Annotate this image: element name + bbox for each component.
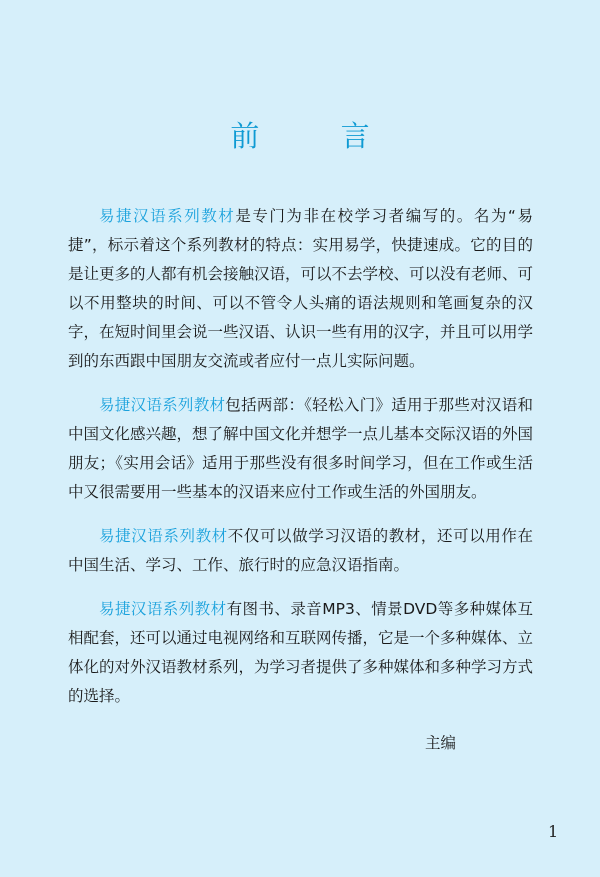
paragraph-text: 包括两部：《轻松入门》适用于那些对汉语和中国文化感兴趣，想了解中国文化并想学一点儿基本交际汉语的外国朋友；《实用会话》适用于那些没有很多时间学习，但在工作或生活中又很需要用一些基本的汉语来应付工作或生活的外国朋友。 — [68, 396, 534, 501]
paragraph-1 — [68, 202, 533, 376]
series-name-highlight: 易捷汉语系列教材 — [99, 207, 236, 225]
paragraph-3 — [68, 522, 533, 580]
paragraph-text: 是专门为非在校学习者编写的。名为“易捷”，标示着这个系列教材的特点：实用易学，快捷速成。它的目的是让更多的人都有机会接触汉语，可以不去学校、可以没有老师、可以不用整块的时间、可以不管令人头痛的语法规则和笔画复杂的汉字，在短时间里会说一些汉语、认识一些有用的汉字，并且可以用学到的东西跟中国朋友交流或者应付一点儿实际问题。 — [68, 207, 534, 370]
series-name-highlight: 易捷汉语系列教材 — [99, 600, 227, 618]
paragraph-text: 有图书、录音MP3、情景DVD等多种媒体互相配套，还可以通过电视网络和互联网传播，它是一个多种媒体、立体化的对外汉语教材系列，为学习者提供了多种媒体和多种学习方式的选择。 — [68, 600, 534, 705]
page-number: 1 — [548, 822, 559, 841]
paragraph-text: 不仅可以做学习汉语的教材，还可以用作在中国生活、学习、工作、旅行时的应急汉语指南。 — [68, 527, 533, 574]
preface-body — [68, 202, 533, 726]
paragraph-2 — [68, 391, 533, 507]
series-name-highlight: 易捷汉语系列教材 — [99, 396, 226, 414]
series-name-highlight: 易捷汉语系列教材 — [99, 527, 228, 545]
page-title: 前 言 — [230, 119, 406, 153]
signature: 主编 — [425, 734, 457, 752]
paragraph-4 — [68, 595, 533, 711]
